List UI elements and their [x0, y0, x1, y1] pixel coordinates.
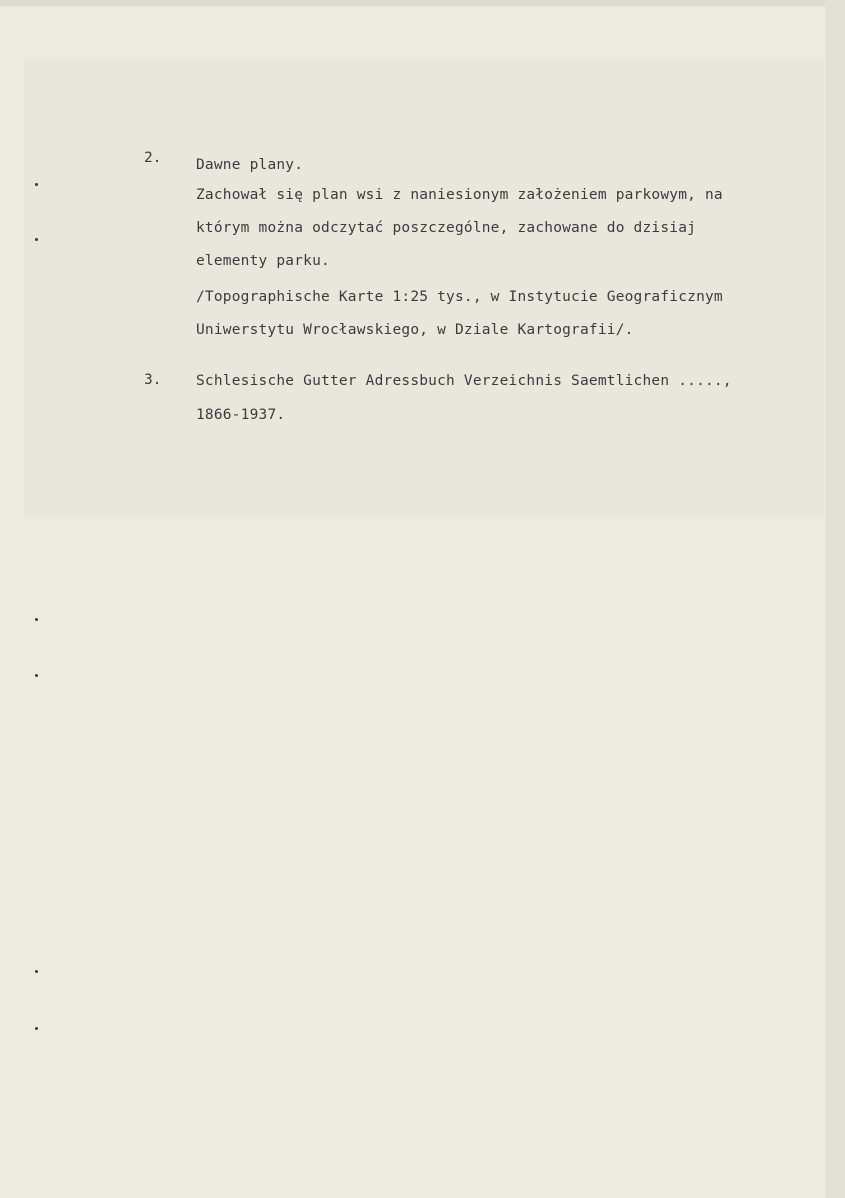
margin-dot — [35, 183, 38, 186]
item-3-number: 3. — [144, 372, 162, 388]
item-2-heading: Dawne plany. — [196, 157, 304, 173]
item-3-line-2: 1866-1937. — [196, 407, 286, 423]
page-shading — [24, 58, 824, 518]
item-2-line-1: Zachował się plan wsi z naniesionym założeniem parkowym, na — [196, 187, 723, 203]
page-right-band — [825, 0, 845, 1198]
margin-dot — [35, 618, 38, 621]
margin-dot — [35, 674, 38, 677]
item-2-line-3: elementy parku. — [196, 253, 330, 269]
item-2-number: 2. — [144, 150, 162, 166]
margin-dot — [35, 238, 38, 241]
item-3-line-1: Schlesische Gutter Adressbuch Verzeichnis Saemtlichen ....., — [196, 373, 732, 389]
item-2-line-2: którym można odczytać poszczególne, zachowane do dzisiaj — [196, 220, 697, 236]
margin-dot — [35, 970, 38, 973]
item-2-line-5: Uniwerstytu Wrocławskiego, w Dziale Kartografii/. — [196, 322, 634, 338]
margin-dot — [35, 1027, 38, 1030]
page-top-edge — [0, 0, 845, 6]
item-2-line-4: /Topographische Karte 1:25 tys., w Instytucie Geograficznym — [196, 289, 723, 305]
